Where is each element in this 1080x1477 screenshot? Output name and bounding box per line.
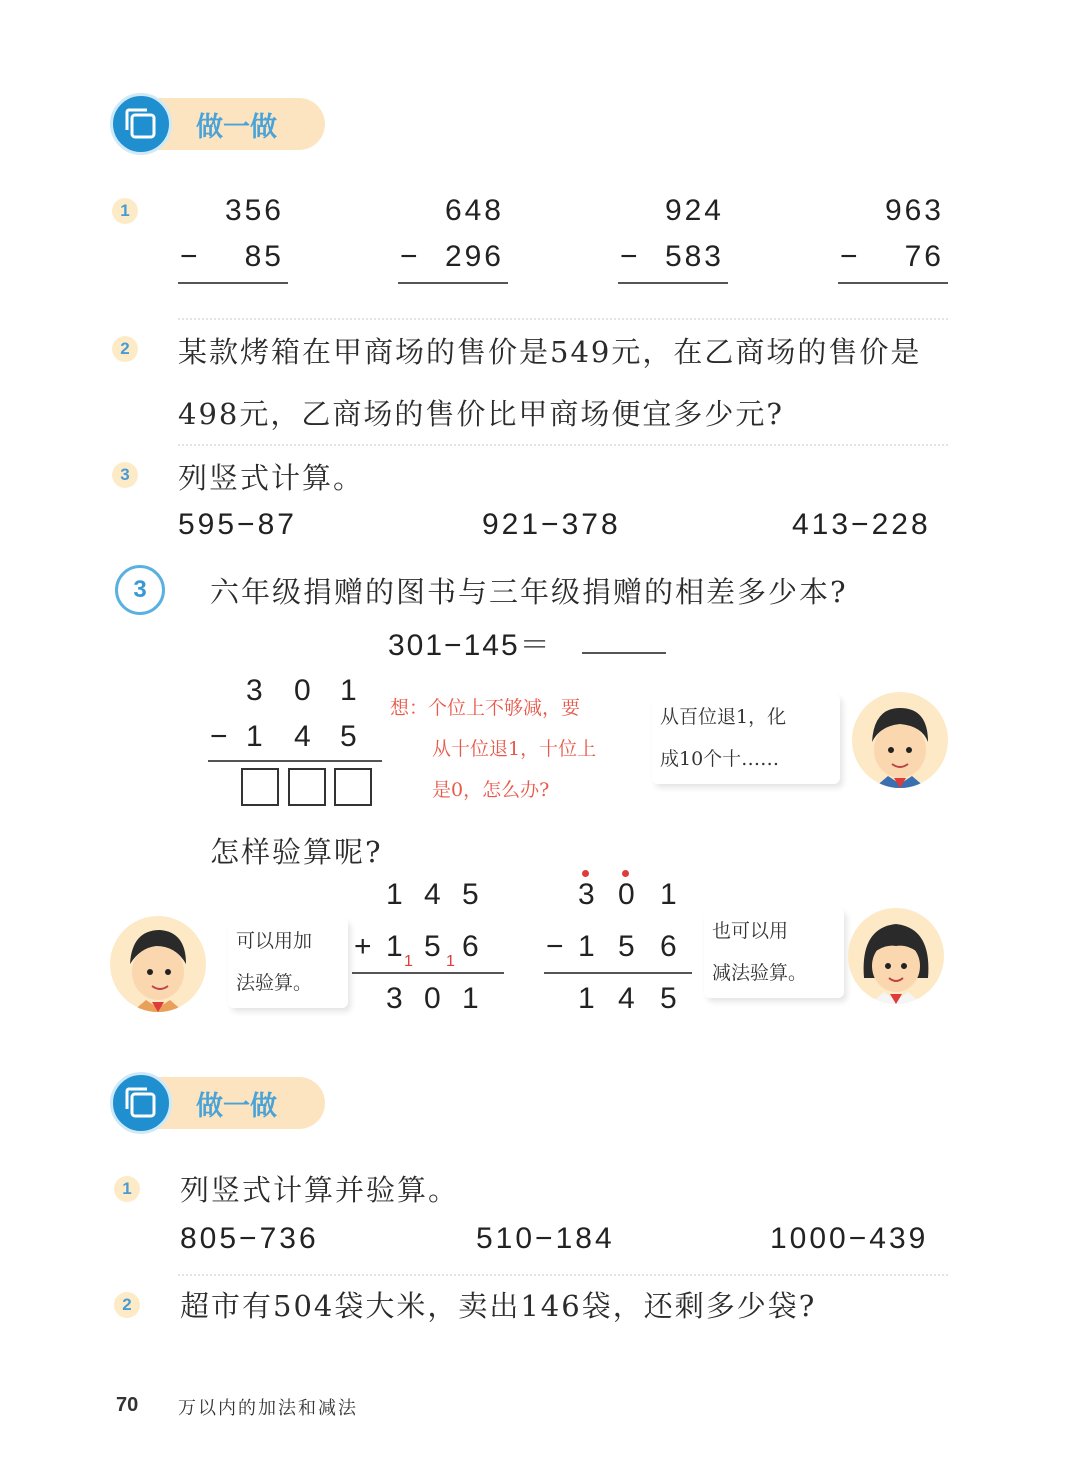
speech-bubble (652, 694, 840, 784)
digit: 3 (246, 674, 263, 707)
question-badge: 2 (112, 336, 138, 362)
do-it-icon (110, 1072, 172, 1134)
operator: − (840, 240, 861, 273)
expression: 413−228 (792, 508, 931, 541)
answer-line (838, 282, 948, 284)
bubble-line2: 成10个十…… (660, 748, 780, 770)
answer-blank (582, 652, 666, 654)
expression: 595−87 (178, 508, 297, 541)
digit: 6 (462, 930, 479, 963)
carry-mark: 1 (404, 953, 413, 970)
minuend: 356 (224, 194, 284, 227)
digit: 1 (386, 930, 403, 963)
vertical-problem (838, 194, 950, 286)
digit: 1 (386, 878, 403, 911)
operator: + (354, 930, 372, 963)
girl-avatar (848, 908, 944, 1004)
digit: 3 (386, 982, 403, 1015)
sum-line (208, 760, 382, 762)
subtrahend: 76 (904, 240, 944, 273)
digit: 5 (340, 720, 357, 753)
divider (178, 444, 948, 446)
digit: 4 (424, 878, 441, 911)
do-it-label: 做一做 (196, 1091, 277, 1122)
addition-check (352, 876, 502, 1026)
digit: 1 (246, 720, 263, 753)
digit: 5 (618, 930, 635, 963)
expression: 805−736 (180, 1222, 319, 1255)
minuend: 648 (444, 194, 504, 227)
question-badge: 1 (114, 1176, 140, 1202)
vertical-problem (398, 194, 510, 286)
digit: 1 (462, 982, 479, 1015)
digit: 3 (578, 878, 595, 911)
subtrahend: 583 (664, 240, 724, 273)
bubble-line1: 也可以用 (712, 920, 789, 942)
think-line3: 是0，怎么办? (432, 779, 550, 801)
do-it-header-1 (110, 93, 325, 155)
example-question: 六年级捐赠的图书与三年级捐赠的相差多少本? (210, 575, 848, 609)
divider (178, 318, 948, 320)
question-text-line2: 498元，乙商场的售价比甲商场便宜多少元? (178, 397, 784, 431)
boy-avatar (852, 692, 948, 788)
digit: 6 (660, 930, 677, 963)
operator: − (620, 240, 641, 273)
question-title: 列竖式计算。 (178, 461, 365, 495)
question-title: 列竖式计算并验算。 (180, 1173, 460, 1207)
bubble-line1: 从百位退1，化 (660, 706, 787, 728)
vertical-problem (618, 194, 730, 286)
digit: 4 (618, 982, 635, 1015)
do-it-icon (110, 93, 172, 155)
question-badge: 3 (112, 462, 138, 488)
bubble-line2: 法验算。 (236, 972, 313, 994)
do-it-header-2 (110, 1072, 325, 1134)
digit: 5 (462, 878, 479, 911)
subtrahend: 85 (244, 240, 284, 273)
digit: 5 (424, 930, 441, 963)
do-it-label: 做一做 (196, 112, 277, 143)
check-question: 怎样验算呢? (210, 835, 383, 869)
digit: 5 (660, 982, 677, 1015)
chapter-title: 万以内的加法和减法 (178, 1398, 358, 1419)
answer-box (334, 768, 372, 806)
question-badge: 1 (112, 198, 138, 224)
digit: 1 (578, 930, 595, 963)
question-text: 超市有504袋大米，卖出146袋，还剩多少袋? (180, 1289, 817, 1323)
expression: 921−378 (482, 508, 621, 541)
bubble-line2: 减法验算。 (712, 962, 808, 984)
sum-line (544, 972, 692, 974)
answer-box (241, 768, 279, 806)
operator: − (400, 240, 421, 273)
question-text-line1: 某款烤箱在甲商场的售价是549元，在乙商场的售价是 (178, 335, 922, 369)
digit: 4 (294, 720, 311, 753)
digit: 1 (578, 982, 595, 1015)
minuend: 924 (664, 194, 724, 227)
digit: 1 (660, 878, 677, 911)
equation: 301−145＝ (388, 629, 552, 662)
bubble-line1: 可以用加 (236, 930, 313, 952)
minuend: 963 (884, 194, 944, 227)
speech-bubble (228, 918, 348, 1008)
answer-line (398, 282, 508, 284)
digit: 0 (618, 878, 635, 911)
think-line2: 从十位退1，十位上 (432, 738, 597, 760)
boy-avatar-left (110, 916, 206, 1012)
operator: − (180, 240, 201, 273)
subtrahend: 296 (444, 240, 504, 273)
subtraction-check (544, 876, 694, 1026)
page-number: 70 (116, 1394, 139, 1416)
operator: − (546, 930, 564, 963)
answer-line (178, 282, 288, 284)
digit: 1 (340, 674, 357, 707)
speech-bubble (704, 908, 844, 998)
answer-line (618, 282, 728, 284)
sum-line (352, 972, 504, 974)
expression: 1000−439 (770, 1222, 929, 1255)
answer-box (288, 768, 326, 806)
vertical-problem (178, 194, 290, 286)
carry-mark: 1 (446, 953, 455, 970)
digit: 0 (424, 982, 441, 1015)
question-badge: 2 (114, 1292, 140, 1318)
think-line1: 想：个位上不够减，要 (390, 697, 581, 719)
expression: 510−184 (476, 1222, 615, 1255)
divider (178, 1274, 948, 1276)
operator: − (210, 720, 228, 753)
digit: 0 (294, 674, 311, 707)
example-number: 3 (115, 565, 165, 615)
